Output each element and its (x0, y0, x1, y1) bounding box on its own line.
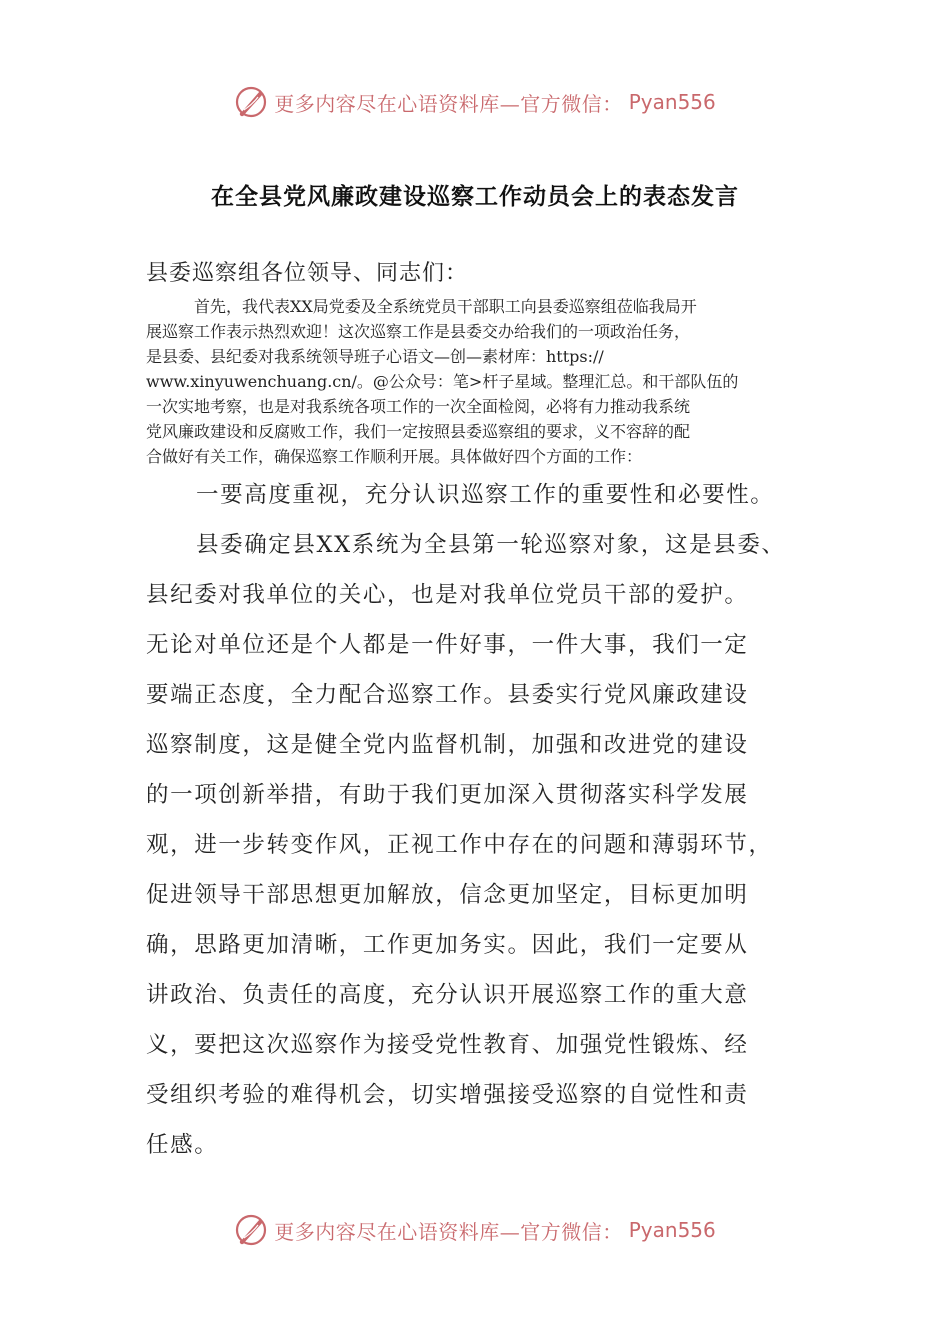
banner-text: 更多内容尽在心语资料库—官方微信： (274, 1219, 623, 1244)
body-line: 讲政治、负责任的高度，充分认识开展巡察工作的重大意 (146, 982, 749, 1008)
body-line: 促进领导干部思想更加解放，信念更加坚定，目标更加明 (146, 882, 749, 908)
intro-line: 一次实地考察，也是对我系统各项工作的一次全面检阅，必将有力推动我系统 (146, 397, 691, 416)
footer-banner-content (234, 1213, 716, 1247)
intro-paragraph (146, 294, 816, 469)
banner-wechat-id: Pyan556 (628, 1218, 716, 1242)
intro-line: 首先，我代表XX局党委及全系统党员干部职工向县委巡察组莅临我局开 (194, 297, 697, 316)
section-heading (146, 470, 826, 520)
banner-wechat-id: Pyan556 (628, 90, 716, 114)
body-line: 县委确定县XX系统为全县第一轮巡察对象，这是县委、 (196, 532, 786, 558)
header-banner-content (234, 85, 716, 119)
intro-line: 合做好有关工作，确保巡察工作顺利开展。具体做好四个方面的工作： (146, 447, 643, 466)
intro-line: 是县委、县纪委对我系统领导班子心语文—创—素材库：https:// (146, 347, 604, 366)
body-line: 县纪委对我单位的关心，也是对我单位党员干部的爱护。 (146, 582, 749, 608)
banner-text: 更多内容尽在心语资料库—官方微信： (274, 91, 623, 116)
salutation: 县委巡察组各位领导、同志们： (146, 261, 469, 286)
body-line: 确，思路更加清晰，工作更加务实。因此，我们一定要从 (146, 932, 749, 958)
body-line: 任感。 (146, 1132, 219, 1158)
body-line: 要端正态度，全力配合巡察工作。县委实行党风廉政建设 (146, 682, 749, 708)
footer-banner (0, 1210, 950, 1250)
quill-logo-icon (234, 85, 268, 119)
body-line: 义，要把这次巡察作为接受党性教育、加强党性锻炼、经 (146, 1032, 749, 1058)
body-line: 观，进一步转变作风，正视工作中存在的问题和薄弱环节， (146, 832, 773, 858)
intro-line: www.xinyuwenchuang.cn/。@公众号：笔>杆子星域。整理汇总。和干部队伍的 (146, 372, 739, 391)
section-heading-text: 一要高度重视，充分认识巡察工作的重要性和必要性。 (196, 482, 775, 508)
quill-logo-icon (234, 1213, 268, 1247)
body-line: 无论对单位还是个人都是一件好事，一件大事，我们一定 (146, 632, 749, 658)
document-title: 在全县党风廉政建设巡察工作动员会上的表态发言 (211, 184, 739, 210)
intro-line: 展巡察工作表示热烈欢迎！这次巡察工作是县委交办给我们的一项政治任务， (146, 322, 691, 341)
body-paragraph (146, 520, 826, 1170)
body-line: 的一项创新举措，有助于我们更加深入贯彻落实科学发展 (146, 782, 749, 808)
body-line: 受组织考验的难得机会，切实增强接受巡察的自觉性和责 (146, 1082, 749, 1108)
body-line: 巡察制度，这是健全党内监督机制，加强和改进党的建设 (146, 732, 749, 758)
header-banner (0, 82, 950, 122)
intro-line: 党风廉政建设和反腐败工作，我们一定按照县委巡察组的要求，义不容辞的配 (146, 422, 691, 441)
